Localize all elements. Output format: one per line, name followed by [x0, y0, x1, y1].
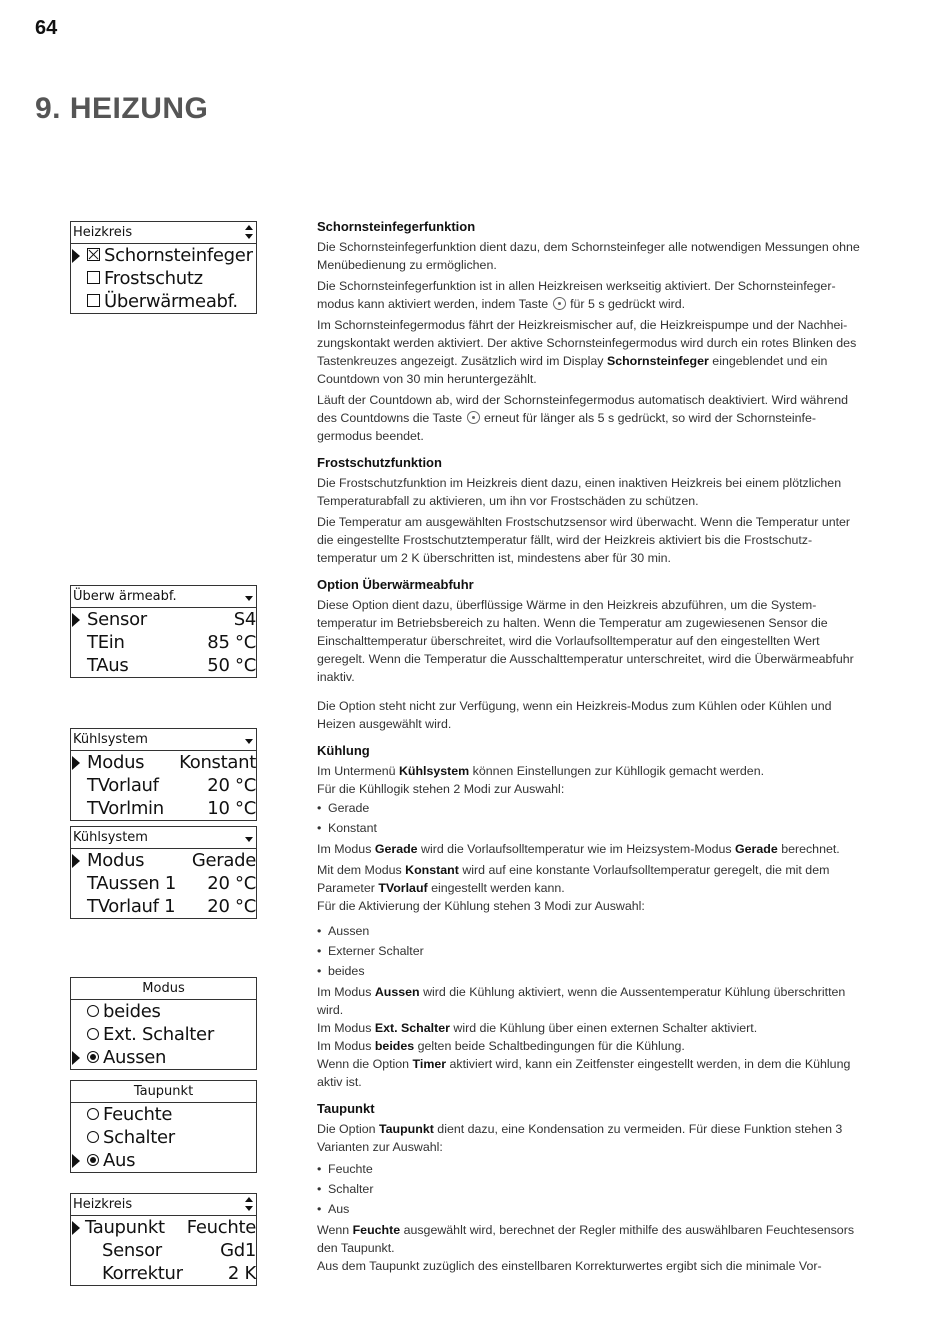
paragraph: Die Frostschutzfunktion im Heizkreis dient dazu, einen inaktiven Heizkreis bei einem plötzlichen Temperaturabfall zu aktivieren, um ihn vor Frostschäden zu schützen. [317, 476, 842, 508]
lcd-value: 20 °C [207, 896, 256, 917]
text: Für die Aktivierung der Kühlung stehen 3 Modi zur Auswahl: [317, 899, 645, 913]
section-title-schornsteinfeger: Schornsteinfegerfunktion [317, 219, 476, 234]
text: Im Modus [317, 1039, 372, 1053]
bold-text: Kühlsystem [398, 764, 470, 778]
lcd-header [71, 729, 256, 751]
lcd-label: Taupunkt [85, 1217, 165, 1238]
cursor-arrow-icon [72, 613, 80, 627]
chapter-title: 9. HEIZUNG [35, 92, 209, 125]
lcd-row [71, 244, 256, 267]
list-item: • Aus [317, 1199, 862, 1219]
bold-text: Taupunkt [379, 1122, 434, 1136]
text: Im Modus [317, 985, 372, 999]
lcd-value: Konstant [179, 752, 256, 773]
text: dient dazu, eine Kondensation zu vermeiden. Für diese Funktion stehen 3 Varianten zur Auswahl: [317, 1122, 843, 1154]
paragraph [317, 391, 862, 445]
bold-text: beides [374, 1039, 415, 1053]
lcd-label: Aus [103, 1150, 136, 1171]
lcd-header [71, 1194, 256, 1216]
checkbox-checked-icon [87, 248, 100, 261]
lcd-label: Überwärmeabf. [104, 291, 238, 312]
lcd-label: beides [103, 1001, 161, 1022]
lcd-row [71, 895, 256, 918]
text-column [317, 218, 862, 1278]
text: Im Untermenü [317, 764, 396, 778]
lcd-label: Modus [87, 850, 145, 871]
paragraph [317, 277, 862, 313]
lcd-row [71, 872, 256, 895]
text: gelten beide Schaltbedingungen für die Kühlung. [417, 1039, 685, 1053]
down-arrow-icon [244, 731, 254, 747]
text: ausgewählt wird, berechnet der Regler mithilfe des auswählbaren Feuchtesensors den Taupunkt. [317, 1223, 855, 1255]
radio-selected-icon [87, 1051, 99, 1063]
text: berechnet. [781, 842, 840, 856]
bold-text: Konstant [405, 863, 459, 877]
list-item: • Konstant [317, 818, 862, 838]
lcd-label: Frostschutz [104, 268, 203, 289]
bold-text: Gerade [735, 842, 778, 856]
text: Die Schornsteinfegerfunktion ist in allen Heizkreisen werkseitig aktiviert. Der Schornsteinfegermodus kann aktiviert werden, indem Taste [317, 279, 836, 311]
text: wird die Kühlung über einen externen Schalter aktiviert. [453, 1021, 758, 1035]
bullet-list [317, 798, 862, 838]
lcd-label: TEin [87, 632, 125, 653]
lcd-value: S4 [233, 609, 256, 630]
lcd-row [71, 1046, 256, 1069]
radio-empty-icon [87, 1108, 99, 1120]
bullet-list [317, 921, 862, 981]
lcd-taupunkt [70, 1080, 257, 1173]
cursor-arrow-icon [72, 854, 80, 868]
down-arrow-icon [244, 588, 254, 604]
lcd-kuehlsystem-gerade [70, 826, 257, 919]
lcd-label: Korrektur [102, 1263, 183, 1284]
lcd-title: Kühlsystem [73, 830, 148, 845]
paragraph [317, 316, 862, 388]
lcd-modus [70, 977, 257, 1070]
lcd-row [71, 631, 256, 654]
radio-empty-icon [87, 1028, 99, 1040]
page-number: 64 [35, 17, 58, 39]
radio-empty-icon [87, 1005, 99, 1017]
lcd-header [71, 222, 256, 244]
lcd-row [71, 1239, 256, 1262]
section-title-kuehlung: Kühlung [317, 743, 370, 758]
list-item: • Schalter [317, 1179, 862, 1199]
text: können Einstellungen zur Kühllogik gemacht werden. [472, 764, 765, 778]
lcd-row [71, 1149, 256, 1172]
checkbox-empty-icon [87, 271, 100, 284]
bold-text: Ext. Schalter [374, 1021, 450, 1035]
text: Mit dem Modus [317, 863, 402, 877]
lcd-value: 10 °C [207, 798, 256, 819]
lcd-label: TVorlmin [87, 798, 164, 819]
up-down-arrow-icon [244, 1196, 254, 1212]
cursor-arrow-icon [72, 1154, 80, 1168]
lcd-value: Gerade [191, 850, 256, 871]
key-button-icon [467, 411, 480, 424]
lcd-header [71, 586, 256, 608]
text: Aus dem Taupunkt zuzüglich des einstellbaren Korrekturwertes ergibt sich die minimale Vor- [317, 1259, 822, 1273]
lcd-header [71, 1081, 256, 1103]
lcd-title: Überw ärmeabf. [73, 589, 177, 604]
lcd-row [71, 608, 256, 631]
cursor-arrow-icon [72, 249, 80, 263]
lcd-label: TVorlauf [87, 775, 159, 796]
bold-text: Aussen [374, 985, 420, 999]
text: Läuft der Countdown ab, wird der Schornsteinfegermodus automatisch deaktiviert. Wird während des Countdowns die Taste [317, 393, 849, 425]
radio-selected-icon [87, 1154, 99, 1166]
lcd-title: Taupunkt [133, 1084, 194, 1099]
text: wird die Vorlaufsolltemperatur wie im Heizsystem-Modus [421, 842, 732, 856]
radio-empty-icon [87, 1131, 99, 1143]
paragraph: Die Temperatur am ausgewählten Frostschutzsensor wird überwacht. Wenn die Temperatur unter die eingestellte Frostschutztemperatur fällt, wird der Heizkreis aktiviert bis die Frostschutztemperatur um 2 K überschritten ist, mindestens aber für 30 min. [317, 515, 851, 565]
paragraph [317, 840, 862, 858]
up-down-arrow-icon [244, 224, 254, 240]
cursor-arrow-icon [72, 1051, 80, 1065]
lcd-label: Feuchte [103, 1104, 173, 1125]
bold-text: Timer [412, 1057, 447, 1071]
text: wird die Kühlung aktiviert, wenn die Aussentemperatur Kühlung überschritten wird. [317, 985, 846, 1017]
lcd-label: Schornsteinfeger [104, 245, 253, 266]
bold-text: TVorlauf [378, 881, 428, 895]
lcd-row [71, 1126, 256, 1149]
lcd-value: 85 °C [207, 632, 256, 653]
lcd-header [71, 978, 256, 1000]
text: Wenn [317, 1223, 350, 1237]
lcd-row [71, 797, 256, 820]
text: Im Modus [317, 1021, 372, 1035]
down-arrow-icon [244, 829, 254, 845]
lcd-label: Aussen [103, 1047, 167, 1068]
section-title-frostschutz: Frostschutzfunktion [317, 455, 442, 470]
cursor-arrow-icon [72, 1221, 80, 1235]
lcd-row [71, 1216, 256, 1239]
paragraph [317, 983, 862, 1091]
text: Im Schornsteinfegermodus fährt der Heizkreismischer auf, die Heizkreispumpe und der Nachheizungskontakt werden aktiviert. Der aktive Schornsteinfegermodus wird durch ein rotes Blinken des Tastenkreuzes angezeigt. Zusätzlich wird im Display [317, 318, 857, 368]
text: Wenn die Option [317, 1057, 410, 1071]
lcd-heizkreis-taupunkt [70, 1193, 257, 1286]
lcd-row [71, 1023, 256, 1046]
text: Die Option [317, 1122, 376, 1136]
paragraph: Die Option steht nicht zur Verfügung, wenn ein Heizkreis-Modus zum Kühlen oder Kühlen und Heizen ausgewählt wird. [317, 699, 832, 731]
list-item: • Externer Schalter [317, 941, 862, 961]
paragraph [317, 861, 862, 915]
lcd-heizkreis-menu [70, 221, 257, 314]
paragraph [317, 1221, 862, 1275]
bullet-list [317, 1159, 862, 1219]
lcd-label: TVorlauf 1 [87, 896, 176, 917]
lcd-label: TAussen 1 [87, 873, 177, 894]
lcd-row [71, 1262, 256, 1285]
list-item: • beides [317, 961, 862, 981]
text: eingestellt werden kann. [431, 881, 565, 895]
lcd-value: Feuchte [186, 1217, 256, 1238]
text: eingeblendet und ein Countdown von 30 min heruntergezählt. [317, 354, 828, 386]
paragraph [317, 1120, 862, 1156]
lcd-title: Modus [142, 981, 185, 996]
lcd-label: Schalter [103, 1127, 175, 1148]
text: Im Modus [317, 842, 372, 856]
lcd-title: Heizkreis [73, 1197, 133, 1212]
bold-text: Gerade [374, 842, 418, 856]
lcd-label: Ext. Schalter [103, 1024, 214, 1045]
lcd-value: 50 °C [207, 655, 256, 676]
lcd-row [71, 1103, 256, 1126]
section-title-ueberwaermeabfuhr: Option Überwärmeabfuhr [317, 577, 474, 592]
text: Für die Kühllogik stehen 2 Modi zur Auswahl: [317, 782, 565, 796]
lcd-row [71, 1000, 256, 1023]
bold-text: Feuchte [352, 1223, 401, 1237]
text: erneut für länger als 5 s gedrückt, so wird der Schornsteinfegermodus beendet. [317, 411, 817, 443]
lcd-value: 2 K [227, 1263, 256, 1284]
lcd-value: 20 °C [207, 873, 256, 894]
lcd-title: Kühlsystem [73, 732, 148, 747]
lcd-label: Sensor [102, 1240, 162, 1261]
lcd-row [71, 849, 256, 872]
bold-text: Schornsteinfeger [606, 354, 709, 368]
lcd-value: Gd1 [220, 1240, 256, 1261]
lcd-ueberwaermeabf [70, 585, 257, 678]
paragraph: Die Schornsteinfegerfunktion dient dazu, dem Schornsteinfeger alle notwendigen Messungen ohne Menübedienung zu ermöglichen. [317, 240, 860, 272]
lcd-row [71, 267, 256, 290]
section-title-taupunkt: Taupunkt [317, 1101, 375, 1116]
list-item: • Aussen [317, 921, 862, 941]
lcd-row [71, 774, 256, 797]
text: wird auf eine konstante Vorlaufsolltemperatur geregelt, die mit dem Parameter [317, 863, 830, 895]
list-item: • Gerade [317, 798, 862, 818]
lcd-row [71, 751, 256, 774]
lcd-label: TAus [87, 655, 129, 676]
paragraph: Diese Option dient dazu, überflüssige Wärme in den Heizkreis abzuführen, um die Systemtemperatur im Betriebsbereich zu halten. Wenn die Temperatur am zugewiesenen Sensor die Einschalttemperatur überschreitet, wird die Vorlaufsolltemperatur auf den eingestellten Wert geregelt. Wenn die Temperatur die Ausschalttemperatur unterschreitet, wird die Überwärmeabfuhr inaktiv. [317, 598, 854, 684]
list-item: • Feuchte [317, 1159, 862, 1179]
lcd-header [71, 827, 256, 849]
paragraph [317, 762, 862, 798]
lcd-row [71, 290, 256, 313]
lcd-kuehlsystem-konstant [70, 728, 257, 821]
text: aktiviert wird, kann ein Zeitfenster eingestellt werden, in dem die Kühlung aktiv ist. [317, 1057, 851, 1089]
text: für 5 s gedrückt wird. [570, 297, 686, 311]
checkbox-empty-icon [87, 294, 100, 307]
cursor-arrow-icon [72, 756, 80, 770]
lcd-value: 20 °C [207, 775, 256, 796]
lcd-title: Heizkreis [73, 225, 133, 240]
key-button-icon [553, 297, 566, 310]
lcd-label: Sensor [87, 609, 147, 630]
lcd-row [71, 654, 256, 677]
lcd-label: Modus [87, 752, 145, 773]
